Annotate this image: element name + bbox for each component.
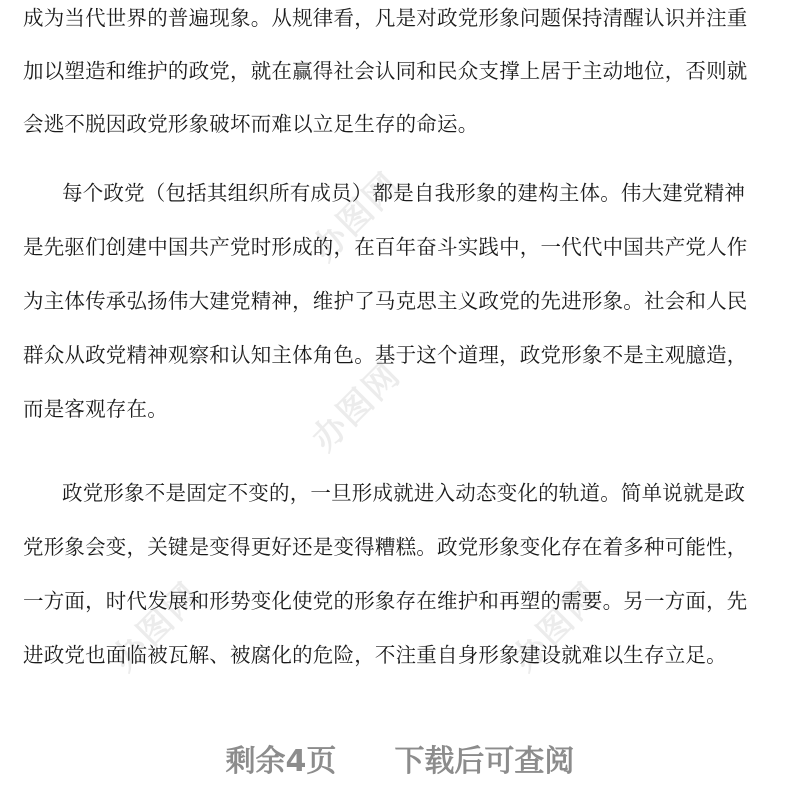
text-line: 为主体传承弘扬伟大建党精神，维护了马克思主义政党的先进形象。社会和人民 bbox=[23, 289, 748, 313]
watermark: 办图网 bbox=[304, 354, 409, 460]
text-line: 党形象会变，关键是变得更好还是变得糟糕。政党形象变化存在着多种可能性， bbox=[23, 535, 748, 559]
text-line: 加以塑造和维护的政党，就在赢得社会认同和民众支撑上居于主动地位，否则就 bbox=[23, 59, 748, 83]
text-line: 进政党也面临被瓦解、被腐化的危险，不注重自身形象建设就难以生存立足。 bbox=[23, 643, 727, 667]
text-line: 政党形象不是固定不变的，一旦形成就进入动态变化的轨道。简单说就是政 bbox=[62, 481, 746, 505]
text-line: 是先驱们创建中国共产党时形成的，在百年奋斗实践中，一代代中国共产党人作 bbox=[23, 235, 748, 259]
text-line: 会逃不脱因政党形象破坏而难以立足生存的命运。 bbox=[23, 112, 479, 136]
watermark: 办图网 bbox=[104, 574, 209, 680]
watermark: 办图网 bbox=[304, 164, 409, 270]
download-prompt bbox=[0, 736, 800, 780]
text-line: 而是客观存在。 bbox=[23, 397, 168, 421]
remaining-pages-label: 剩余4页 bbox=[225, 744, 337, 779]
text-line: 群众从政党精神观察和认知主体角色。基于这个道理，政党形象不是主观臆造， bbox=[23, 343, 748, 367]
text-line: 成为当代世界的普遍现象。从规律看，凡是对政党形象问题保持清醒认识并注重 bbox=[23, 6, 748, 30]
text-line: 每个政党（包括其组织所有成员）都是自我形象的建构主体。伟大建党精神 bbox=[62, 181, 746, 205]
watermark: 办图网 bbox=[504, 574, 609, 680]
text-line: 一方面，时代发展和形势变化使党的形象存在维护和再塑的需要。另一方面，先 bbox=[23, 589, 748, 613]
download-to-view-label: 下载后可查阅 bbox=[394, 744, 575, 779]
